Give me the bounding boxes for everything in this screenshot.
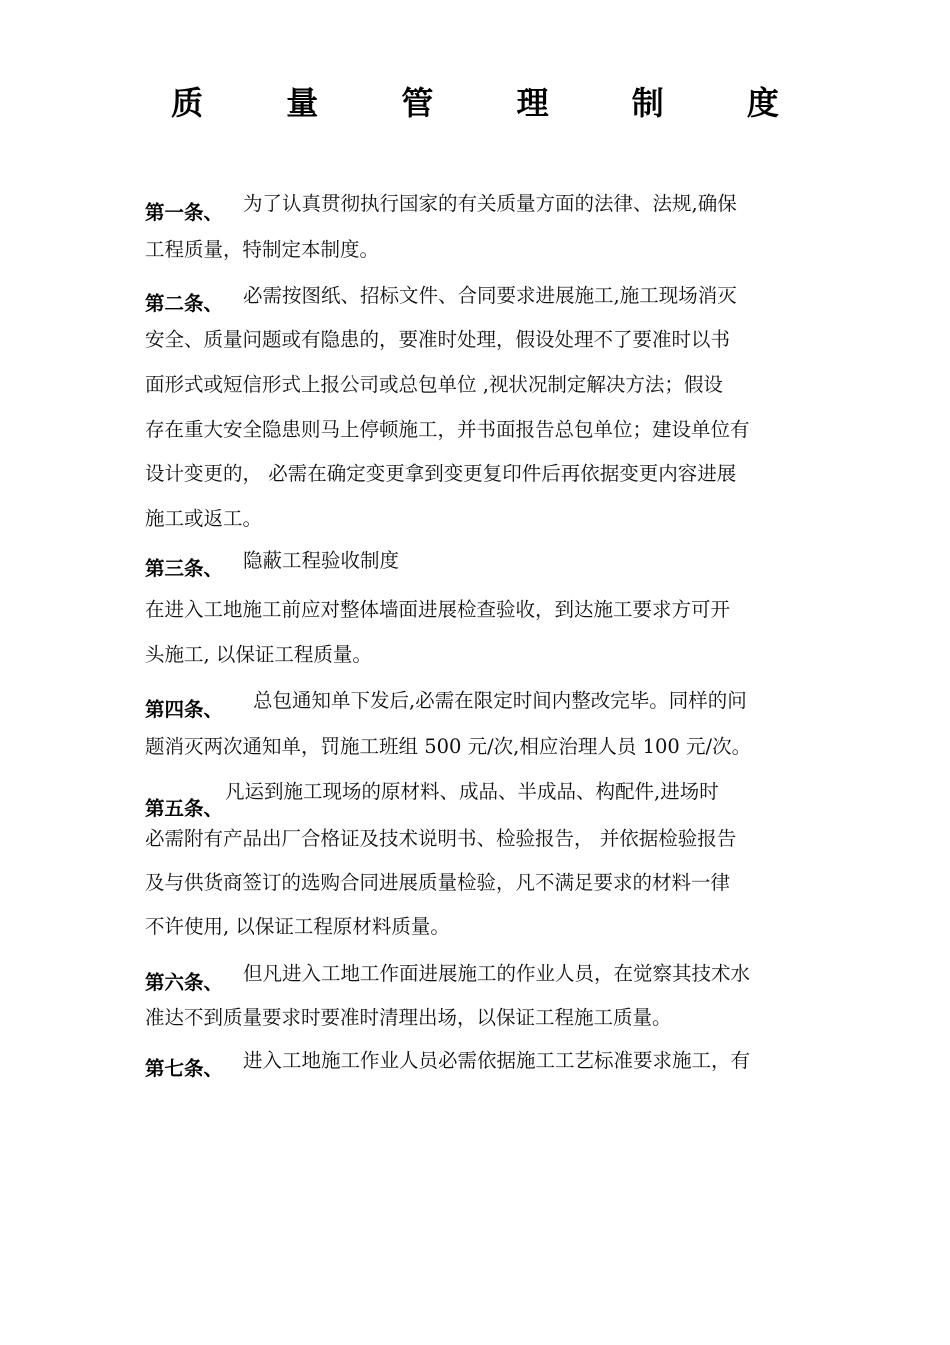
article-6-label: 第六条、 (145, 971, 224, 994)
article-3-label: 第三条、 (145, 557, 224, 580)
article-5-line-1: 凡运到施工现场的原材料、成品、半成品、构配件,进场时 (225, 780, 719, 803)
document-title: 质 量 管 理 制 度 (171, 84, 815, 122)
article-5-line-2: 必需附有产品出厂合格证及技术说明书、检验报告， 并依据检验报告 (145, 827, 737, 850)
article-3-line-3: 头施工, 以保证工程质量。 (145, 643, 372, 666)
article-7-label: 第七条、 (145, 1057, 224, 1080)
article-6-line-2: 准达不到质量要求时要准时清理出场，以保证工程施工质量。 (145, 1006, 672, 1029)
article-1-line-1: 为了认真贯彻执行国家的有关质量方面的法律、法规,确保 (243, 192, 737, 215)
article-2-line-4: 存在重大安全隐患则马上停顿施工，并书面报告总包单位；建设单位有 (145, 418, 750, 441)
article-7-line-1: 进入工地施工作业人员必需依据施工工艺标准要求施工，有 (243, 1049, 751, 1072)
article-6-line-1: 但凡进入工地工作面进展施工的作业人员，在觉察其技术水 (243, 962, 751, 985)
article-5-line-3: 及与供货商签订的选购合同进展质量检验，凡不满足要求的材料一律 (145, 871, 731, 894)
article-3-line-2: 在进入工地施工前应对整体墙面进展检查验收，到达施工要求方可开 (145, 598, 731, 621)
article-4-line-2: 题消灭两次通知单，罚施工班组 500 元/次,相应治理人员 100 元/次。 (145, 735, 752, 758)
article-2-line-6: 施工或返工。 (145, 507, 263, 530)
article-1-label: 第一条、 (145, 201, 224, 224)
article-5-label: 第五条、 (145, 797, 224, 820)
article-2-line-5: 设计变更的， 必需在确定变更拿到变更复印件后再依据变更内容进展 (145, 462, 737, 485)
article-3-line-1: 隐蔽工程验收制度 (243, 549, 400, 572)
article-2-line-1: 必需按图纸、招标文件、合同要求进展施工,施工现场消灭 (243, 284, 737, 307)
article-2-line-3: 面形式或短信形式上报公司或总包单位 ,视状况制定解决方法；假设 (145, 373, 723, 396)
article-2-line-2: 安全、质量问题或有隐患的，要准时处理，假设处理不了要准时以书 (145, 328, 731, 351)
article-4-label: 第四条、 (145, 698, 224, 721)
article-5-line-4: 不许使用, 以保证工程原材料质量。 (145, 915, 450, 938)
article-4-line-1: 总包通知单下发后,必需在限定时间内整改完毕。同样的问 (253, 689, 747, 712)
article-1-line-2: 工程质量，特制定本制度。 (145, 238, 380, 261)
article-2-label: 第二条、 (145, 292, 224, 315)
